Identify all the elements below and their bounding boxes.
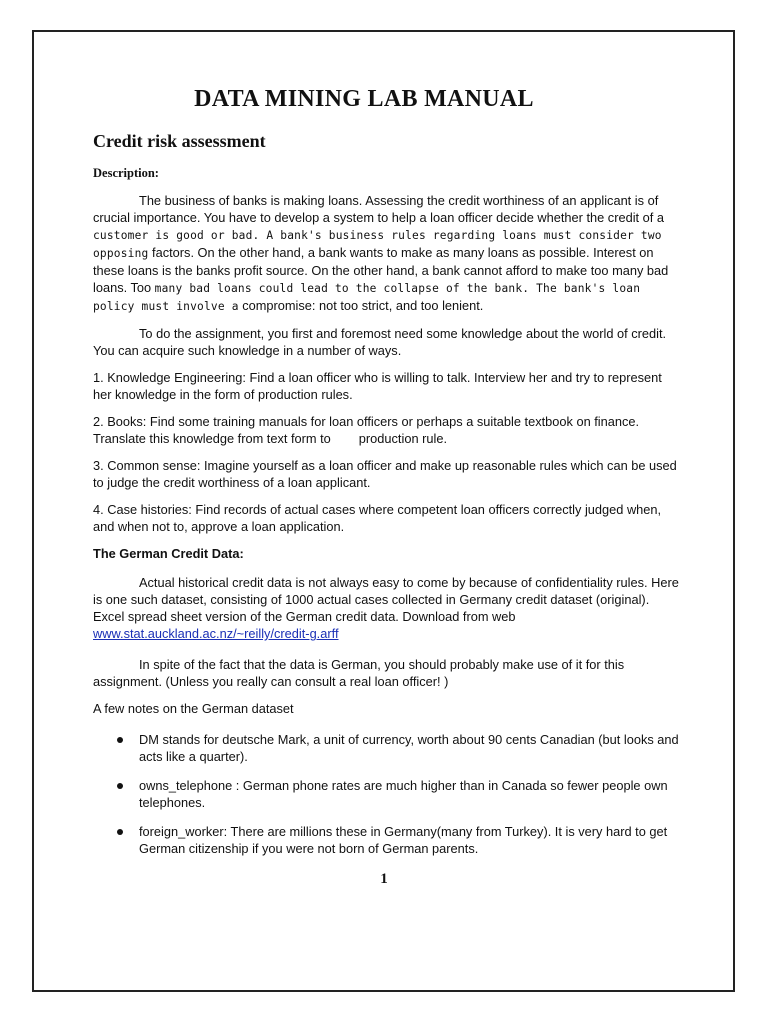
german-text-1: Actual historical credit data is not always easy to come by because of confidentiality rules. Here is one such dataset, consisting of 1000 actual cases collected in Germany credit dataset (original). Excel spread sheet version of the German credit data. Download from web [93,575,679,624]
way-item: 1. Knowledge Engineering: Find a loan officer who is willing to talk. Interview her and try to represent her knowledge in the form of production rules. [93,370,662,402]
page-title: DATA MINING LAB MANUAL [194,86,534,112]
intro-text-3: compromise: not too strict, and too lenient. [242,298,484,313]
way-item-text: 2. Books: Find some training manuals for loan officers or perhaps a suitable textbook on finance. Translate this knowledge from text form to [93,414,640,446]
way-item-tail: production rule. [358,431,448,446]
note-text: DM stands for deutsche Mark, a unit of currency, worth about 90 cents Canadian (but looks and acts like a quarter). [139,732,679,764]
section-title: Credit risk assessment [93,131,266,151]
bullet-icon [117,829,123,835]
note-text: owns_telephone : German phone rates are much higher than in Canada so fewer people own telephones. [139,778,668,810]
list-item [93,777,683,811]
note-text: foreign_worker: There are millions these in Germany(many from Turkey). It is very hard to get German citizenship if you were not born of German parents. [139,824,668,856]
bullet-icon [117,783,123,789]
page-number: 1 [380,871,388,887]
intro-paragraph-1 [93,192,683,315]
way-item [93,413,683,447]
list-item [93,823,683,857]
intro-text-mono-2: many bad loans could lead to the collapse of the bank. The bank's loan policy must involve a [93,282,641,313]
notes-list [93,731,683,857]
german-paragraph-1 [93,574,683,642]
dataset-link[interactable]: www.stat.auckland.ac.nz/~reilly/credit-g.arff [93,626,339,641]
list-item [93,731,683,765]
way-item: 3. Common sense: Imagine yourself as a loan officer and make up reasonable rules which can be used to judge the credit worthiness of a loan applicant. [93,458,677,490]
description-label: Description: [93,166,159,180]
document-body [93,192,683,869]
german-paragraph-2: In spite of the fact that the data is German, you should probably make use of it for this assignment. (Unless you really can consult a real loan officer! ) [93,657,625,689]
intro-text-2: factors. On the other hand, a bank wants to make as many loans as possible. Interest on these loans is the banks profit source. On the other hand, a bank cannot afford to make too many bad loans. Too [93,245,669,295]
german-data-heading: The German Credit Data: [93,546,244,561]
bullet-icon [117,737,123,743]
notes-intro: A few notes on the German dataset [93,701,294,716]
way-item: 4. Case histories: Find records of actual cases where competent loan officers correctly judged when, and when not to, approve a loan application. [93,502,662,534]
intro-text-mono-1: customer is good or bad. A bank's business rules regarding loans must consider two opposing [93,229,662,260]
intro-text-1: The business of banks is making loans. Assessing the credit worthiness of an applicant is of crucial importance. You have to develop a system to help a loan officer decide whether the credit of a [93,193,664,225]
intro-paragraph-2: To do the assignment, you first and foremost need some knowledge about the world of credit. You can acquire such knowledge in a number of ways. [93,326,667,358]
